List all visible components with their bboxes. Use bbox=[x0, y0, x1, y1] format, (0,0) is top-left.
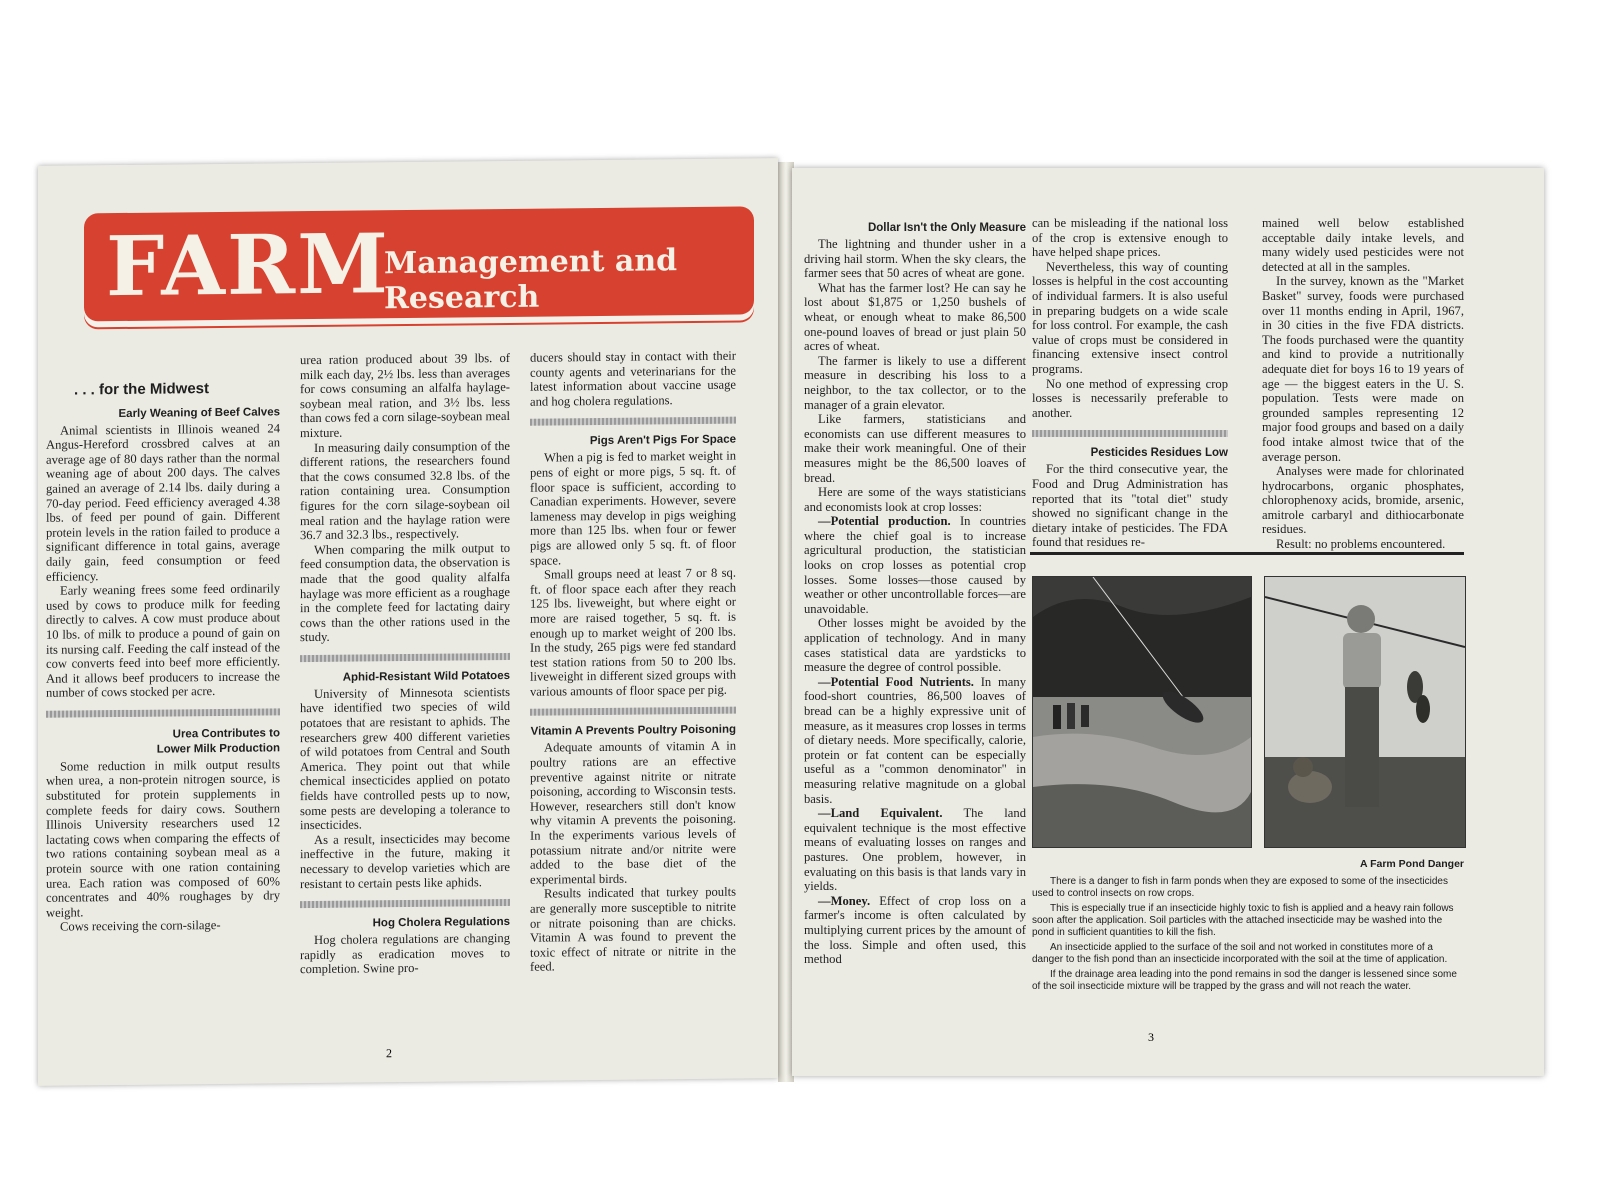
paragraph: Nevertheless, this way of counting losses is helpful in the cost accounting of individual farmers. It is also useful in preparing budgets on a wide scale for loss control. For example, the cash value of crops must be considered in financing extensive insect control programs. bbox=[1032, 259, 1228, 376]
paragraph: Adequate amounts of vitamin A in poultry rations are an effective preventive against nitrite or nitrate poisoning, according to Wisconsin tests. However, researchers still don't know why vitamin A prevents the poisoning. In the experiments various levels of potassium nitrate and/or nitrite were added to the base diet of the experimental birds. bbox=[530, 739, 736, 887]
paragraph: In the survey, known as the "Market Basket" survey, foods were purchased over 11 months ending in April, 1967, in 30 cities in the five FDA districts. The foods purchased were the quantity and kind to provide a nutritionally adequate diet for boys 16 to 19 years of age — the biggest eaters in the U. S. population. Tests were made on grounded samples representing 12 major food groups and based on a daily food intake almost twice that of the average person. bbox=[1262, 274, 1464, 464]
paragraph: As a result, insecticides may become ineffective in the future, making it necessary to develop varieties which are resistant to certain pests like aphids. bbox=[300, 830, 510, 891]
heading-early-weaning: Early Weaning of Beef Calves bbox=[118, 405, 280, 420]
section-divider bbox=[300, 899, 510, 908]
left-column-3 bbox=[530, 349, 736, 975]
paragraph: When a pig is fed to market weight in pens of eight or more pigs, 5 sq. ft. of floor space is sufficient, according to Canadian experiments. However, severe lameness may develop in pigs weighing more than 125 lbs. when four or fewer pigs are allowed only 5 sq. ft. of floor space. bbox=[530, 448, 736, 568]
right-page bbox=[792, 168, 1544, 1076]
photo-boy-with-fish bbox=[1264, 576, 1466, 848]
section-divider bbox=[46, 708, 280, 717]
paragraph: Like farmers, statisticians and economists can use different measures to make their work meaningful. One of their measures might be the 86,500 loaves of bread. bbox=[804, 412, 1026, 485]
right-column-1 bbox=[804, 216, 1026, 967]
left-column-2 bbox=[300, 351, 510, 977]
paragraph: Some reduction in milk output results when urea, a non-protein nitrogen source, is substituted for protein supplements in complete feeds for dairy cows. Southern Illinois University researchers used 12 lactating cows when comparing the effects of two rations containing soybean meal as a protein source with one ration containing urea. Each ration was composed of 60% concentrates and 40% roughages by dry weight. bbox=[46, 757, 280, 920]
paragraph-text: The land equivalent technique is the most effective means of evaluating losses on ranges and pastures. One problem, however, in evaluating on this basis is that lands vary in yields. bbox=[804, 806, 1026, 894]
paragraph: urea ration produced about 39 lbs. of milk each day, 2½ lbs. less than averages for cows consuming an alfalfa haylage-soybean meal ration, and 3½ lbs. less than cows fed a corn silage-soybean meal mixture. bbox=[300, 350, 510, 441]
caption-paragraph: If the drainage area leading into the pond remains in sod the danger is lessened since some of the soil insecticide mixture will be trapped by the grass and will not reach the water. bbox=[1032, 969, 1457, 992]
paragraph: can be misleading if the national loss of the crop is extensive enough to have helped shape prices. bbox=[1032, 216, 1228, 260]
horizontal-rule bbox=[1030, 552, 1464, 555]
heading-hog-cholera: Hog Cholera Regulations bbox=[372, 916, 510, 930]
term-potential-production: —Potential production. bbox=[818, 514, 951, 529]
paragraph: Other losses might be avoided by the application of technology. And in many cases statistical data are yardsticks to measure the degree of control possible. bbox=[804, 616, 1026, 675]
caption-paragraph: This is especially true if an insecticide highly toxic to fish is applied and a heavy rain follows soon after the application. Soil particles with the attached insecticide may be washed into the pond in sufficient quantities to kill the fish. bbox=[1032, 903, 1454, 938]
paragraph bbox=[804, 675, 1026, 806]
paragraph: The farmer is likely to use a different measure in describing his loss to a neighbor, to the tax collector, or to the manager of a grain elevator. bbox=[804, 353, 1026, 412]
paragraph bbox=[804, 894, 1026, 967]
section-divider bbox=[300, 653, 510, 662]
left-page bbox=[38, 158, 778, 1086]
paragraph: Results indicated that turkey poults are generally more susceptible to nitrite or nitrate poisoning than are chicks. Vitamin A was found to prevent the toxic effect of nitrate or nitrite in the feed. bbox=[530, 884, 736, 975]
paragraph-text: In many food-short countries, 86,500 loaves of bread can be a highly expressive unit of measure, as it measures crop losses in terms of dietary needs. More specifically, calorie, protein or fat content can be especially useful as a "common denominator" in measuring relative magnitude on a global basis. bbox=[804, 674, 1026, 806]
paragraph: For the third consecutive year, the Food and Drug Administration has reported that its "total diet" study showed no significant change in the dietary intake of pesticides. The FDA found that residues re- bbox=[1032, 462, 1228, 550]
caption-paragraph: An insecticide applied to the surface of the soil and not worked in constitutes more of a danger to the fish pond than an insecticide incorporated with the soil at the time of application. bbox=[1032, 942, 1448, 965]
section-divider bbox=[530, 707, 736, 716]
photo-pond-swing bbox=[1032, 576, 1252, 848]
paragraph: When comparing the milk output to feed consumption data, the observation is made that the good quality alfalfa haylage was more efficient as a roughage in the complete feed for lactating dairy cows than the other rations used in the study. bbox=[300, 540, 510, 645]
paragraph-text: In countries where the chief goal is to increase agricultural production, the statistician looks on crop losses as potential crop losses. Some losses—those caused by weather or other uncontrollable forces—are unavoidable. bbox=[804, 514, 1026, 616]
paragraph-text: Effect of crop loss on a farmer's income is often calculated by multiplying current prices by the amount of the loss. Simple and often used, this method bbox=[804, 893, 1026, 967]
heading-vitamin-a: Vitamin A Prevents Poultry Poisoning bbox=[530, 724, 736, 739]
paragraph: Analyses were made for chlorinated hydrocarbons, organic phosphates, chlorophenoxy acids, bromide, arsenic, amitrole carbaryl and dithiocarbonate residues. bbox=[1262, 464, 1464, 537]
paragraph: Early weaning frees some feed ordinarily used by cows to produce milk for feeding directly to calves. A cow must produce about 10 lbs. of milk to produce a pound of gain on its nursing calf. Feeding the calf instead of the cow converts feed into beef more efficiently. And it allows beef producers to increase the number of cows stocked per acre. bbox=[46, 581, 280, 701]
right-column-2 bbox=[1032, 216, 1228, 550]
paragraph bbox=[804, 514, 1026, 616]
boy-with-fish-image bbox=[1265, 577, 1465, 847]
heading-pigs: Pigs Aren't Pigs For Space bbox=[589, 433, 736, 448]
pond-swing-image bbox=[1033, 577, 1251, 847]
section-divider bbox=[1032, 430, 1228, 437]
caption-title: A Farm Pond Danger bbox=[1359, 858, 1464, 870]
left-column-1 bbox=[46, 381, 280, 934]
paragraph: Hog cholera regulations are changing rapidly as eradication moves to completion. Swine pro- bbox=[300, 931, 510, 977]
caption-paragraph: There is a danger to fish in farm ponds when they are exposed to some of the insecticides used to control insects on row crops. bbox=[1032, 876, 1448, 899]
paragraph: No one method of expressing crop losses is necessarily preferable to another. bbox=[1032, 376, 1228, 420]
paragraph: Result: no problems encountered. bbox=[1276, 537, 1446, 552]
term-potential-food-nutrients: —Potential Food Nutrients. bbox=[818, 674, 974, 689]
title-banner bbox=[84, 206, 754, 321]
paragraph: Small groups need at least 7 or 8 sq. ft. of floor space each after they reach 125 lbs. liveweight, but where eight or more are raised together, 5 sq. ft. is enough up to market weight of 200 lbs. In the study, 265 pigs were fed standard test station rations from 50 to 200 lbs. liveweight in different sized groups with various amounts of floor space per pig. bbox=[530, 565, 736, 699]
heading-dollar: Dollar Isn't the Only Measure bbox=[867, 222, 1026, 234]
paragraph: Cows receiving the corn-silage- bbox=[60, 918, 221, 935]
heading-pesticides: Pesticides Residues Low bbox=[1090, 447, 1228, 460]
paragraph: What has the farmer lost? He can say he lost about $1,875 or 1,250 bushels of wheat, or enough wheat to make 86,500 one-pound loaves of bread or just plain 50 acres of wheat. bbox=[804, 280, 1026, 354]
photo-caption bbox=[1032, 858, 1464, 996]
paragraph: University of Minnesota scientists have identified two species of wild potatoes that are resistant to aphids. The researchers grew 400 different varieties of wild potatoes from Central and South America. They point out that while chemical insecticides applied on potato fields have controlled pests up to now, some pests are developing a tolerance to insecticides. bbox=[300, 684, 510, 833]
paragraph: Animal scientists in Illinois weaned 24 Angus-Hereford crossbred calves at an average age of 80 days rather than the normal weaning age of about 200 days. The calves gained an average of 2.14 lbs. daily during a 70-day period. Feed efficiency averaged 4.38 lbs. of feed per pound of gain. Different protein levels in the ration failed to produce a significant difference in total gains, average daily gain, feed consumption or feed efficiency. bbox=[46, 420, 280, 584]
term-money: —Money. bbox=[818, 893, 871, 908]
paragraph: mained well below established acceptable daily intake levels, and many widely used pesticides were not detected at all in the samples. bbox=[1262, 216, 1464, 274]
section-divider bbox=[530, 417, 736, 426]
heading-aphid: Aphid-Resistant Wild Potatoes bbox=[342, 669, 510, 684]
page-number-right: 3 bbox=[1148, 1030, 1154, 1044]
paragraph bbox=[804, 806, 1026, 894]
heading-urea-2: Lower Milk Production bbox=[156, 742, 280, 756]
paragraph: Here are some of the ways statisticians and economists look at crop losses: bbox=[804, 485, 1026, 514]
paragraph: In measuring daily consumption of the different rations, the researchers found that the cows consumed 32.8 lbs. of the ration containing urea. Consumption figures for the corn silage-soybean oil meal ration and the haylage ration were 36.7 and 32.3 lbs., respectively. bbox=[300, 438, 510, 543]
heading-urea-1: Urea Contributes to bbox=[172, 727, 280, 741]
paragraph: The lightning and thunder usher in a driving hail storm. When the sky clears, the farmer sees that 50 acres of wheat are gone. bbox=[804, 237, 1026, 281]
banner-title: FARM bbox=[106, 216, 390, 316]
term-land-equivalent: —Land Equivalent. bbox=[818, 806, 943, 821]
page-number-left: 2 bbox=[386, 1046, 392, 1061]
section-kicker: . . . for the Midwest bbox=[74, 380, 210, 399]
right-column-3 bbox=[1262, 216, 1464, 552]
banner-subtitle: Management and Research bbox=[384, 243, 678, 317]
paragraph: ducers should stay in contact with their county agents and veterinarians for the latest information about vaccine usage and hog cholera regulations. bbox=[530, 348, 736, 409]
